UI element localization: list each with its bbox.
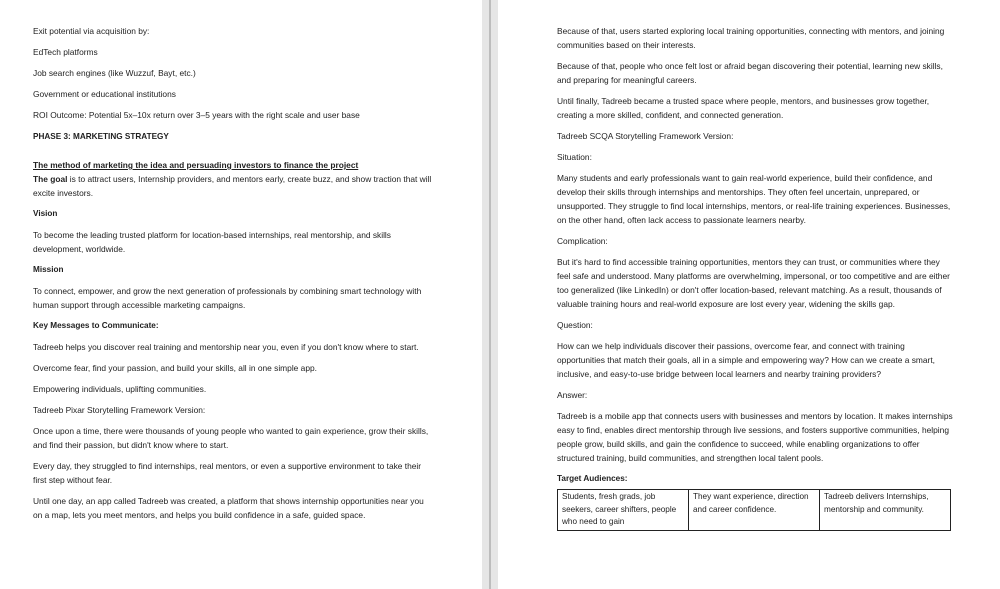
key-message: Tadreeb helps you discover real training and mentorship near you, even if you don't know where to start. [33,342,419,352]
right-column [557,24,953,531]
story-paragraph: Because of that, people who once felt lost or afraid began discovering their potential, learning new skills, and preparing for meaningful careers. [557,61,943,85]
key-message: Overcome fear, find your passion, and build your skills, all in one simple app. [33,363,317,373]
left-page [0,0,482,589]
table-cell: They want experience, direction and career confidence. [689,490,820,531]
scqa-title: Tadreeb SCQA Storytelling Framework Version: [557,131,734,141]
mission-title: Mission [33,265,64,274]
story-paragraph: Until finally, Tadreeb became a trusted space where people, mentors, and businesses grow together, creating a more skilled, confident, and connected generation. [557,96,930,120]
complication-text: But it's hard to find accessible training opportunities, mentors they can trust, or communities where they feel safe and understood. Many platforms are overwhelming, impersonal, or too competitive and are either too generalized (like LinkedIn) or don't offer location-based, relevant matching. As a result, thousands of valuable training hours and real-world exposure are lost every year, widening the skills gap. [557,257,950,309]
vision-title: Vision [33,209,58,218]
target-audiences-table [557,489,951,531]
complication-label: Complication: [557,236,608,246]
target-audiences-title: Target Audiences: [557,474,628,483]
pixar-title: Tadreeb Pixar Storytelling Framework Version: [33,405,206,415]
pixar-paragraph: Once upon a time, there were thousands of young people who wanted to gain experience, grow their skills, and find their passion, but didn't know where to start. [33,426,429,450]
key-message: Empowering individuals, uplifting communities. [33,384,207,394]
pixar-paragraph: Every day, they struggled to find internships, real mentors, or even a supportive environment to take their first step without fear. [33,461,422,485]
left-column [33,24,433,529]
story-paragraph: Because of that, users started exploring local training opportunities, connecting with mentors, and joining communities based on their interests. [557,26,945,50]
goal-paragraph [33,172,433,200]
page-divider [489,0,491,589]
right-page [498,0,1000,589]
pixar-paragraph: Until one day, an app called Tadreeb was created, a platform that shows internship opportunities near you on a map, lets you meet mentors, and helps you build confidence in a safe, guided space. [33,496,424,520]
exit-title: Exit potential via acquisition by: [33,26,150,36]
roi-outcome: ROI Outcome: Potential 5x–10x return over 3–5 years with the right scale and user base [33,110,360,120]
vision-text: To become the leading trusted platform for location-based internships, real mentorship, and skills development, worldwide. [33,230,391,254]
table-cell: Tadreeb delivers Internships, mentorship and community. [820,490,951,531]
phase-title: PHASE 3: MARKETING STRATEGY [33,132,169,141]
exit-item: Government or educational institutions [33,89,176,99]
method-title: The method of marketing the idea and persuading investors to finance the project [33,160,359,170]
exit-item: EdTech platforms [33,47,98,57]
answer-label: Answer: [557,390,588,400]
goal-text: is to attract users, Internship providers, and mentors early, create buzz, and show traction that will excite investors. [33,174,432,198]
answer-text: Tadreeb is a mobile app that connects users with businesses and mentors by location. It makes internships easy to find, enables direct mentorship through live sessions, and fosters supportive communities, helping people grow, build skills, and gain the confidence to succeed, while enabling organizations to offer structured training, build communities, and strengthen local talent pools. [557,411,953,463]
question-label: Question: [557,320,593,330]
table-row [558,490,951,531]
situation-text: Many students and early professionals want to gain real-world experience, build their confidence, and develop their skills through internships and mentorships. They often feel uncertain, unprepared, or unsupported. They struggle to find local internships, mentors, or real-life training experiences. Businesses, on the other hand, often lack access to passionate learners nearby. [557,173,951,225]
situation-label: Situation: [557,152,592,162]
table-cell: Students, fresh grads, job seekers, career shifters, people who need to gain [558,490,689,531]
key-messages-title: Key Messages to Communicate: [33,321,159,330]
question-text: How can we help individuals discover their passions, overcome fear, and connect with training opportunities that match their goals, all in a simple and empowering way? How can we create a smart, inclusive, and easy-to-use bridge between local learners and nearby training providers? [557,341,935,379]
mission-text: To connect, empower, and grow the next generation of professionals by combining smart technology with human support through accessible marketing campaigns. [33,286,422,310]
exit-item: Job search engines (like Wuzzuf, Bayt, etc.) [33,68,196,78]
goal-label: The goal [33,174,68,184]
